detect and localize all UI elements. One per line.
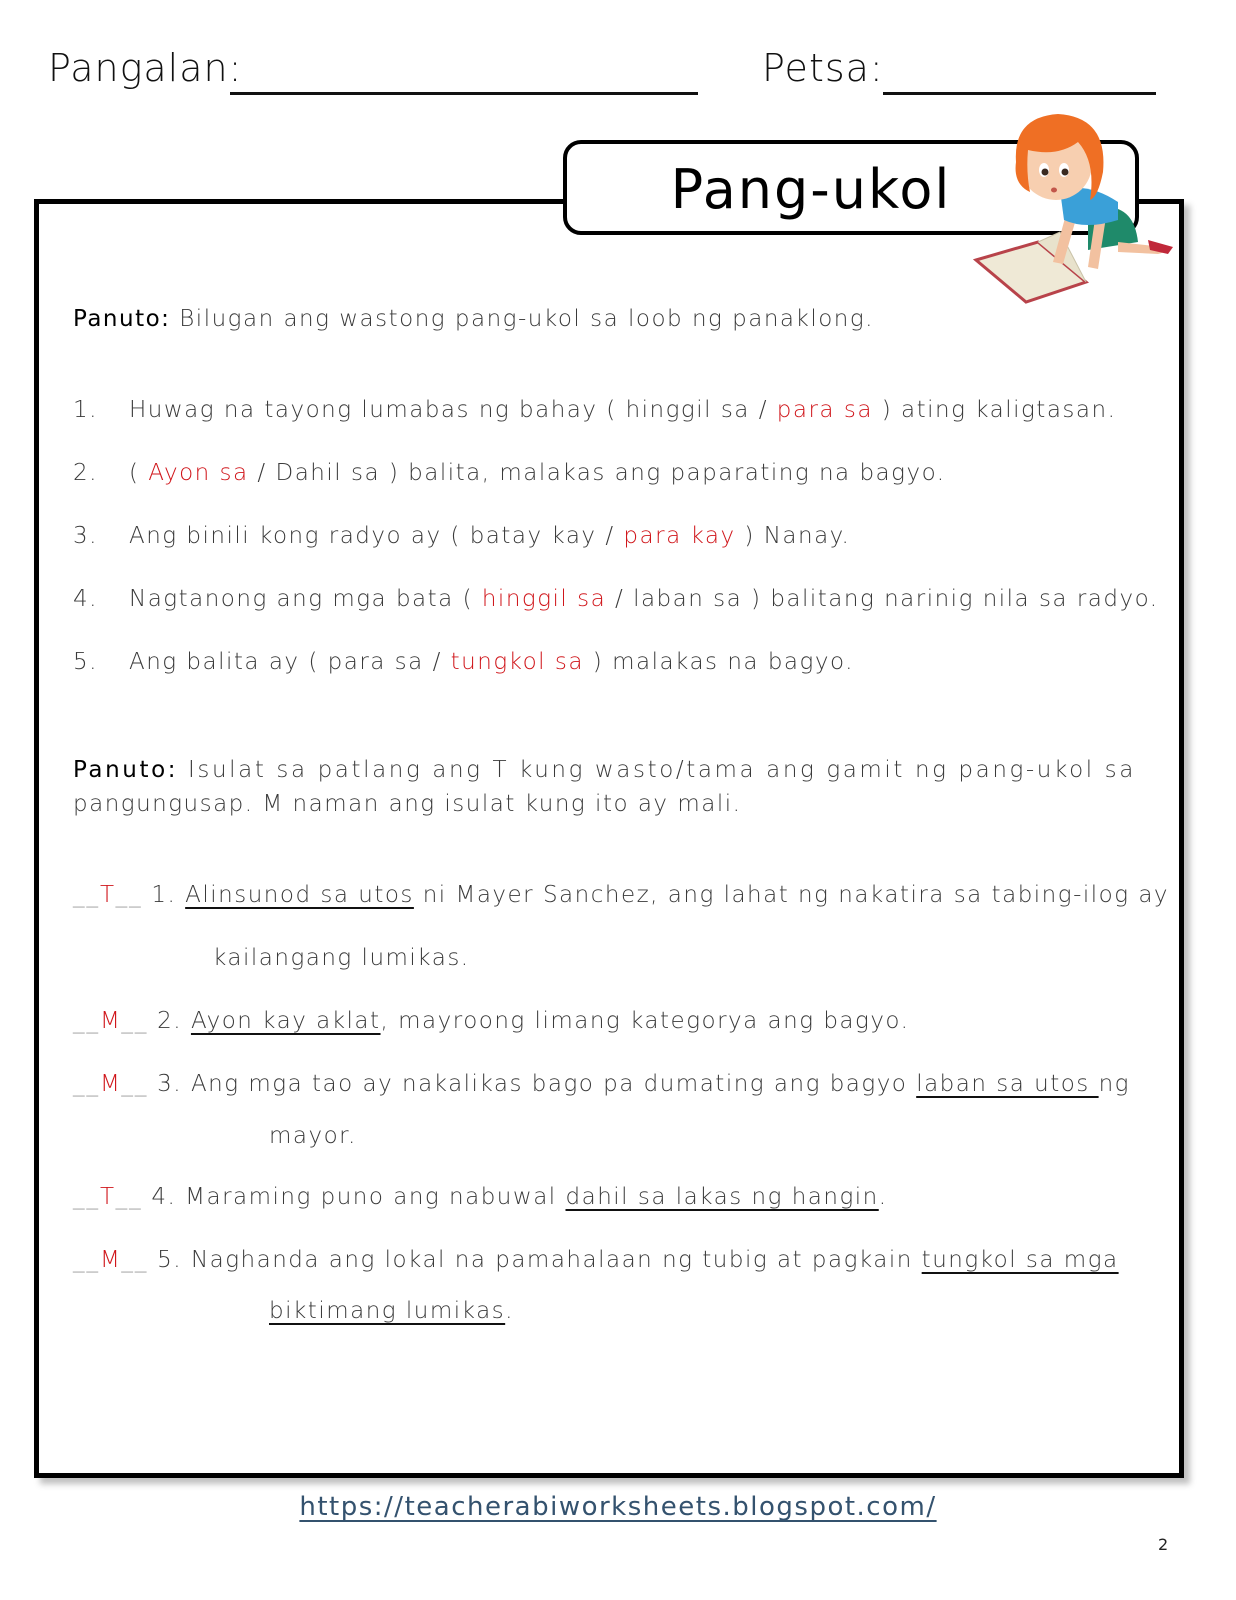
part2-instruction-line2: pangungusap. M naman ang isulat kung ito ay mali. bbox=[73, 791, 742, 817]
instruction-text: Isulat sa patlang ang T kung wasto/tama ang gamit ng pang-ukol sa bbox=[178, 757, 1136, 783]
separator: / bbox=[596, 523, 624, 549]
name-blank-line[interactable] bbox=[230, 92, 698, 95]
item-text: . bbox=[878, 1184, 888, 1210]
item-text: ( bbox=[129, 460, 149, 486]
name-label: Pangalan: bbox=[48, 46, 243, 90]
item-text: ) malakas na bagyo. bbox=[583, 649, 854, 675]
date-blank-line[interactable] bbox=[883, 92, 1156, 95]
instruction-label: Panuto: bbox=[73, 306, 171, 332]
item-number: 2. bbox=[73, 460, 98, 486]
separator: / bbox=[606, 586, 634, 612]
option-1-selected[interactable]: hinggil sa bbox=[481, 586, 607, 612]
item-text: Huwag na tayong lumabas ng bahay ( bbox=[129, 397, 626, 423]
item-number: 5. bbox=[73, 649, 98, 675]
underlined-preposition-continued: biktimang lumikas bbox=[269, 1298, 506, 1324]
part2-item-2 bbox=[73, 1008, 909, 1034]
item-number: 4. bbox=[151, 1184, 177, 1210]
part2-item-1-continuation: kailangang lumikas. bbox=[213, 945, 470, 971]
part1-instruction bbox=[73, 306, 874, 332]
part2-item-5-continuation bbox=[269, 1298, 514, 1324]
separator: / bbox=[423, 649, 451, 675]
item-text: , mayroong limang kategorya ang bagyo. bbox=[380, 1008, 910, 1034]
part1-item-1 bbox=[73, 397, 1116, 423]
answer-value: T bbox=[100, 1184, 116, 1210]
answer-blank[interactable]: __M__ bbox=[73, 1008, 149, 1034]
option-1[interactable]: batay kay bbox=[469, 523, 597, 549]
answer-value: M bbox=[100, 1071, 122, 1097]
item-text: Maraming puno ang nabuwal bbox=[185, 1184, 566, 1210]
date-label: Petsa: bbox=[762, 46, 884, 90]
item-number: 5. bbox=[157, 1247, 183, 1273]
item-text: ) ating kaligtasan. bbox=[872, 397, 1117, 423]
underlined-preposition: Alinsunod sa utos bbox=[185, 882, 414, 908]
underlined-preposition: tungkol sa mga bbox=[921, 1247, 1119, 1273]
answer-value: M bbox=[100, 1247, 122, 1273]
item-number: 2. bbox=[157, 1008, 183, 1034]
instruction-label: Panuto: bbox=[73, 757, 179, 783]
underlined-preposition: laban sa utos bbox=[916, 1071, 1099, 1097]
item-text: Naghanda ang lokal na pamahalaan ng tubig at pagkain bbox=[190, 1247, 922, 1273]
part2-instruction-line1 bbox=[73, 757, 1136, 783]
answer-value: M bbox=[100, 1008, 122, 1034]
girl-reading-book-illustration bbox=[968, 102, 1178, 312]
item-text: ni Mayer Sanchez, ang lahat ng nakatira sa tabing-ilog ay bbox=[413, 882, 1170, 908]
part2-item-1 bbox=[73, 882, 1169, 908]
item-text: Ang binili kong radyo ay ( bbox=[129, 523, 470, 549]
option-1-selected[interactable]: Ayon sa bbox=[148, 460, 249, 486]
part2-item-4 bbox=[73, 1184, 888, 1210]
item-text: ) Nanay. bbox=[735, 523, 851, 549]
option-1[interactable]: para sa bbox=[327, 649, 424, 675]
answer-blank[interactable]: __T__ bbox=[73, 882, 143, 908]
item-text: ) balitang narinig nila sa radyo. bbox=[742, 586, 1159, 612]
footer-website-link[interactable]: https://teacherabiworksheets.blogspot.com/ bbox=[299, 1492, 937, 1522]
page-number: 2 bbox=[1158, 1535, 1169, 1554]
separator: / bbox=[749, 397, 777, 423]
option-2[interactable]: laban sa bbox=[633, 586, 743, 612]
separator: / bbox=[248, 460, 276, 486]
option-2-selected[interactable]: para kay bbox=[623, 523, 736, 549]
part2-item-5 bbox=[73, 1247, 1119, 1273]
answer-value: T bbox=[100, 882, 116, 908]
part2-item-3-continuation: mayor. bbox=[269, 1123, 357, 1149]
option-1[interactable]: hinggil sa bbox=[625, 397, 750, 423]
underlined-preposition: Ayon kay aklat bbox=[190, 1008, 381, 1034]
item-number: 3. bbox=[73, 523, 98, 549]
item-text: Nagtanong ang mga bata ( bbox=[129, 586, 482, 612]
item-text: Ang balita ay ( bbox=[129, 649, 328, 675]
answer-blank[interactable]: __T__ bbox=[73, 1184, 143, 1210]
part1-item-4 bbox=[73, 586, 1159, 612]
item-text: ng bbox=[1098, 1071, 1130, 1097]
option-2[interactable]: Dahil sa bbox=[275, 460, 381, 486]
part1-item-5 bbox=[73, 649, 854, 675]
item-number: 1. bbox=[73, 397, 98, 423]
underlined-preposition: dahil sa lakas ng hangin bbox=[565, 1184, 879, 1210]
item-text: . bbox=[505, 1298, 514, 1324]
worksheet-frame bbox=[34, 199, 1184, 1478]
part2-item-3 bbox=[73, 1071, 1130, 1097]
item-number: 3. bbox=[157, 1071, 183, 1097]
item-text: ) balita, malakas ang paparating na bagyo. bbox=[380, 460, 946, 486]
item-text: Ang mga tao ay nakalikas bago pa dumating ang bagyo bbox=[190, 1071, 917, 1097]
page-title: Pang-ukol bbox=[670, 158, 952, 221]
option-2-selected[interactable]: tungkol sa bbox=[450, 649, 584, 675]
item-number: 1. bbox=[151, 882, 177, 908]
item-number: 4. bbox=[73, 586, 98, 612]
option-2-selected[interactable]: para sa bbox=[776, 397, 873, 423]
answer-blank[interactable]: __M__ bbox=[73, 1071, 149, 1097]
part1-item-2 bbox=[73, 460, 946, 486]
part1-item-3 bbox=[73, 523, 850, 549]
instruction-text: Bilugan ang wastong pang-ukol sa loob ng panaklong. bbox=[170, 306, 874, 332]
answer-blank[interactable]: __M__ bbox=[73, 1247, 149, 1273]
